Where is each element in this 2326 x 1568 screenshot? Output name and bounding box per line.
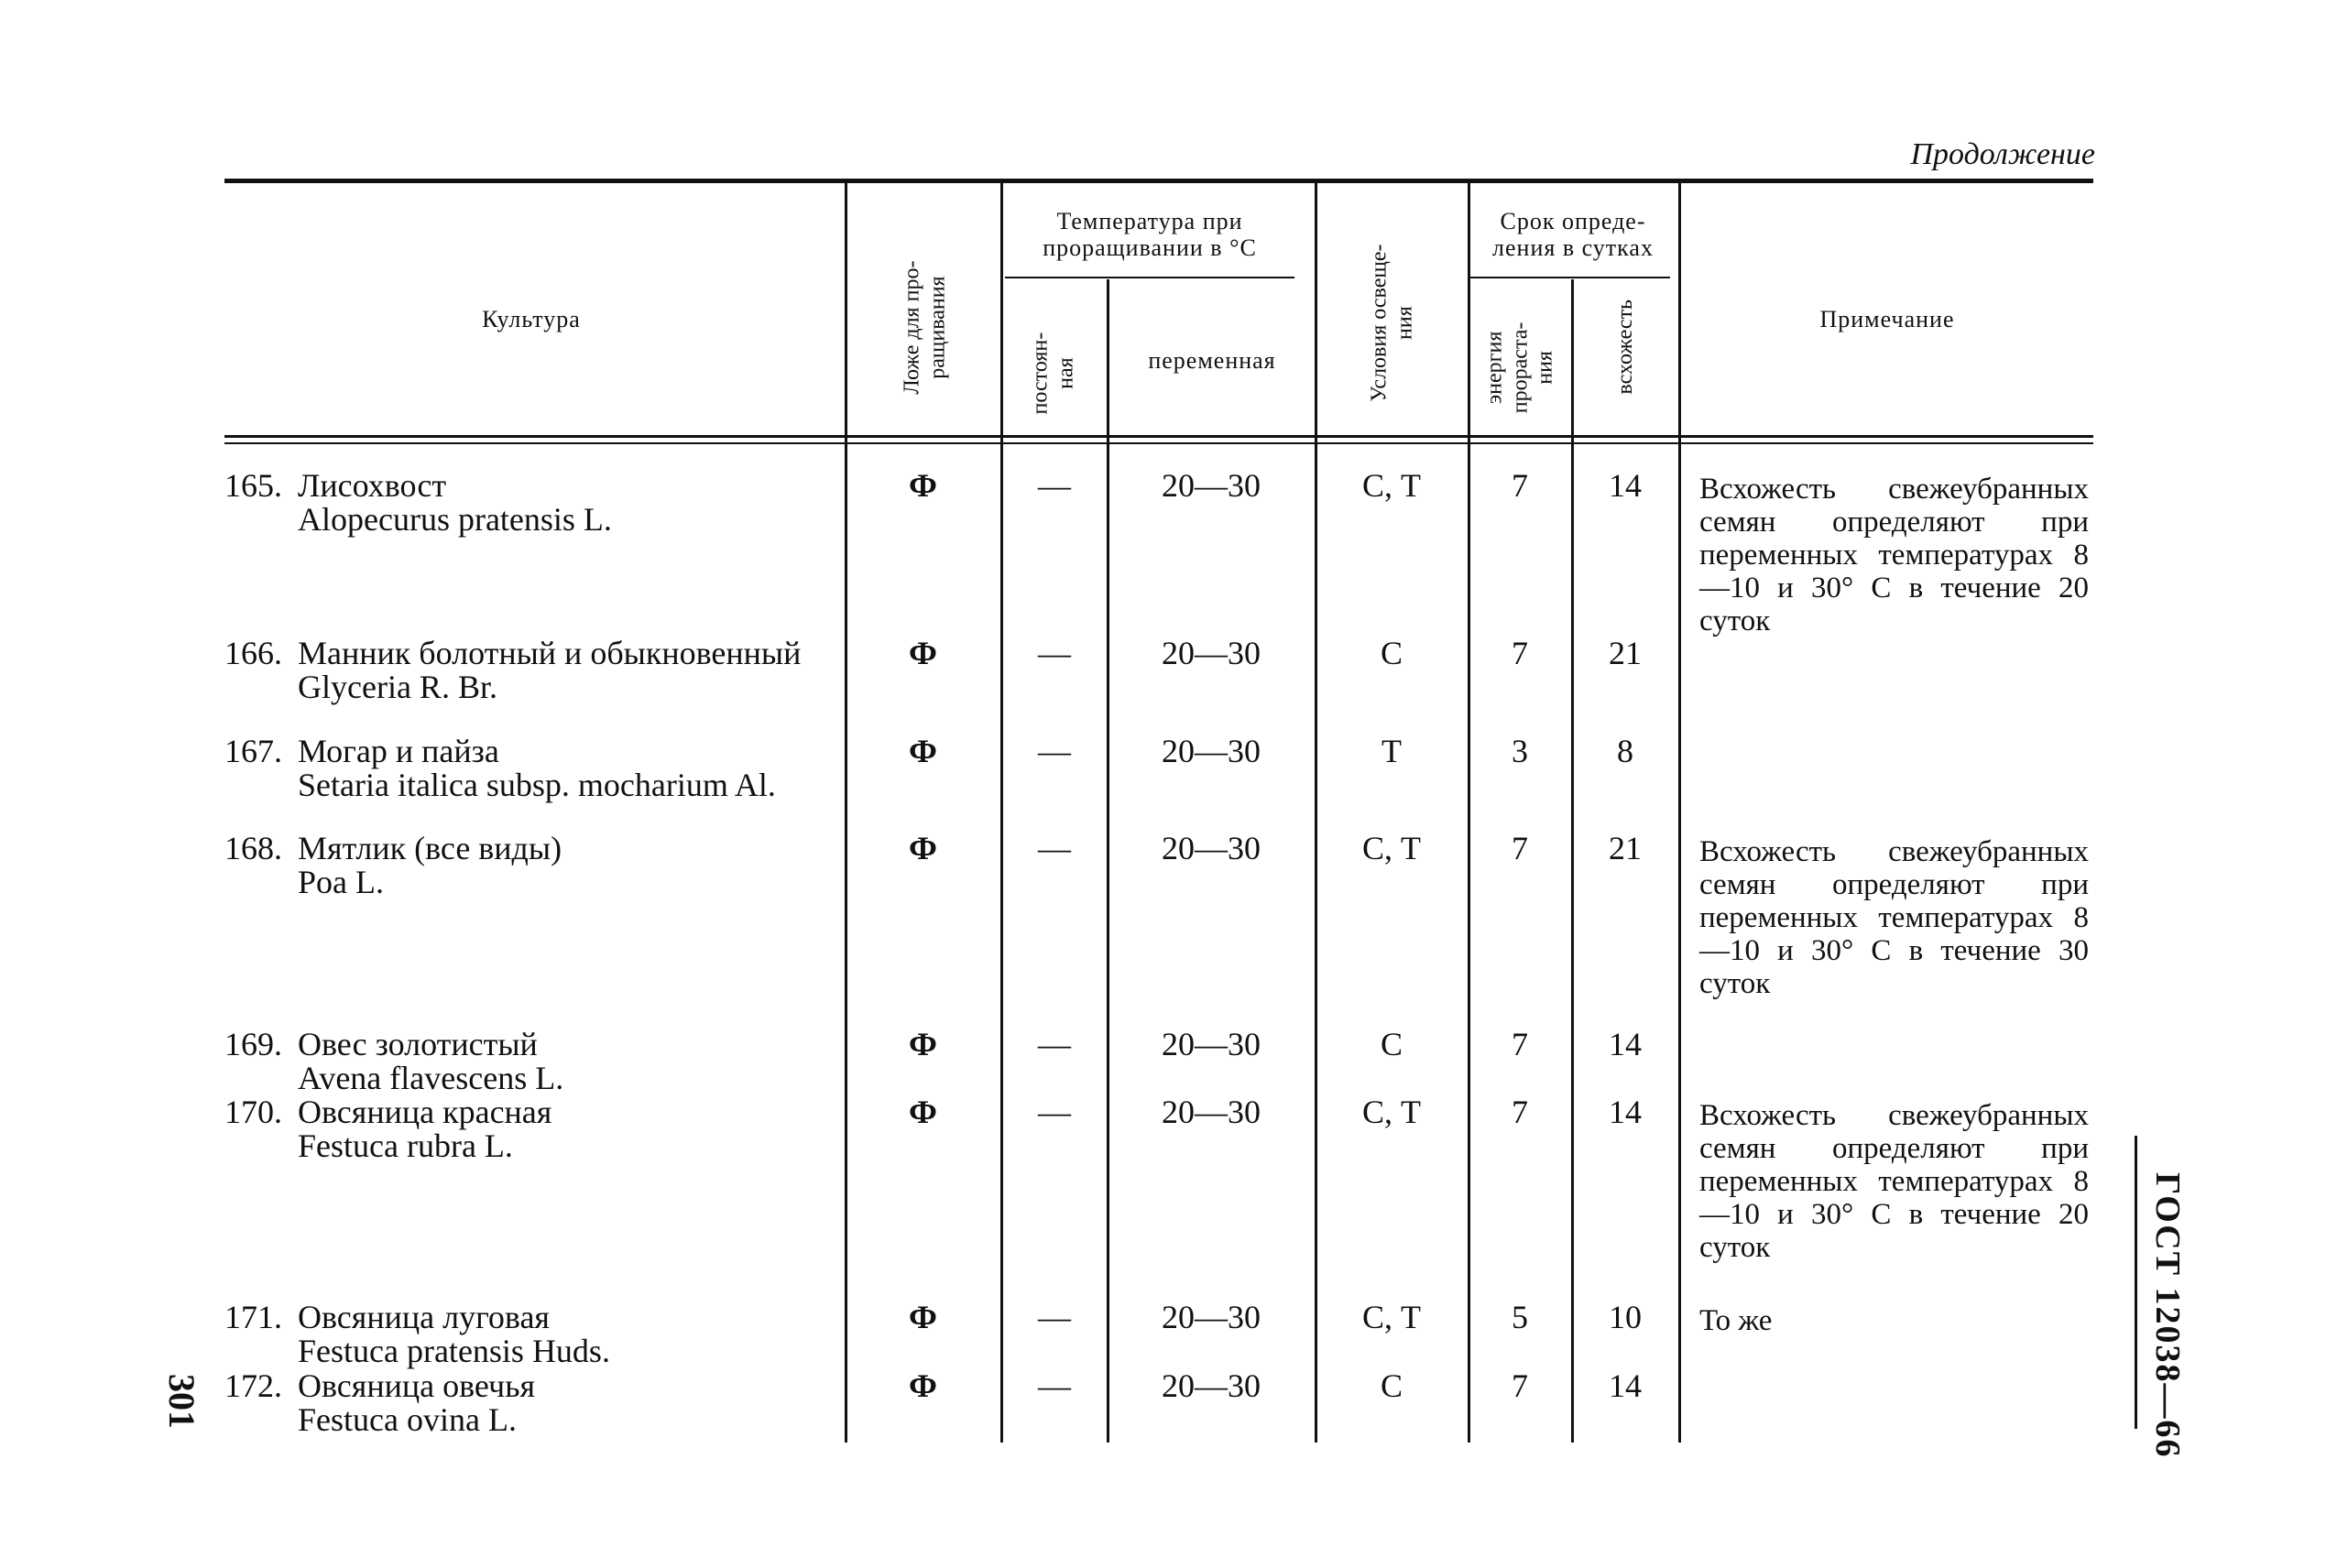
- side-page-number: 301: [161, 1374, 202, 1429]
- row-light: С: [1380, 635, 1403, 671]
- row-temp-const: —: [1038, 467, 1071, 504]
- side-standard-label: ГОСТ 12038—66: [2148, 1172, 2187, 1459]
- row-temp-var: 20—30: [1162, 635, 1261, 671]
- header-term-group: Срок опреде- ления в сутках: [1492, 208, 1654, 261]
- row-light: Т: [1381, 733, 1402, 769]
- row-bed: Ф: [909, 467, 937, 504]
- header-culture: Культура: [482, 306, 581, 332]
- row-latin-name: Festuca pratensis Huds.: [298, 1333, 610, 1369]
- col-line-5: [1468, 183, 1470, 1443]
- row-bed: Ф: [909, 1367, 937, 1404]
- row-bed: Ф: [909, 733, 937, 769]
- row-germ: 14: [1609, 1367, 1642, 1404]
- row-number: 169.: [224, 1026, 282, 1062]
- row-temp-const: —: [1038, 830, 1071, 866]
- row-culture-name: Овсяница красная: [298, 1094, 552, 1130]
- row-culture-name: Овсяница овечья: [298, 1367, 536, 1404]
- col-line-2: [1000, 183, 1003, 1443]
- row-culture: [224, 1301, 811, 1368]
- row-latin-name: Festuca rubra L.: [298, 1127, 513, 1164]
- row-number: 165.: [224, 467, 282, 504]
- row-latin-name: Poa L.: [298, 864, 384, 900]
- row-culture: [224, 735, 811, 802]
- row-culture: [224, 1028, 811, 1095]
- row-energy: 3: [1512, 733, 1528, 769]
- row-germ: 21: [1609, 635, 1642, 671]
- row-temp-const: —: [1038, 1299, 1071, 1335]
- row-germ: 14: [1609, 1094, 1642, 1130]
- row-energy: 7: [1512, 830, 1528, 866]
- row-note: Всхожесть свежеубранных семян определяют при переменных температурах 8—10 и 30° С в течение 20 суток: [1699, 1099, 2089, 1264]
- row-temp-const: —: [1038, 635, 1071, 671]
- row-culture-name: Овсяница луговая: [298, 1299, 550, 1335]
- row-germ: 21: [1609, 830, 1642, 866]
- header-bed: Ложе для про- ращивания: [900, 260, 949, 395]
- row-germ: 10: [1609, 1299, 1642, 1335]
- row-culture-name: Лисохвост: [298, 467, 447, 504]
- row-number: 171.: [224, 1299, 282, 1335]
- row-number: 170.: [224, 1094, 282, 1130]
- col-line-4: [1315, 183, 1317, 1443]
- row-number: 172.: [224, 1367, 282, 1404]
- row-light: С: [1380, 1367, 1403, 1404]
- row-culture: [224, 469, 811, 537]
- row-germ: 14: [1609, 1026, 1642, 1062]
- row-note: Всхожесть свежеубранных семян определяют при переменных температурах 8—10 и 30° С в течение 20 суток: [1699, 473, 2089, 637]
- header-note: Примечание: [1819, 306, 1955, 332]
- header-bottom-rule-1: [224, 435, 2093, 438]
- row-temp-var: 20—30: [1162, 1299, 1261, 1335]
- row-light: С: [1380, 1026, 1403, 1062]
- header-bottom-rule-2: [224, 442, 2093, 444]
- row-culture: [224, 1369, 811, 1437]
- row-culture-name: Овес золотистый: [298, 1026, 538, 1062]
- side-rule: [2135, 1136, 2137, 1429]
- row-temp-var: 20—30: [1162, 467, 1261, 504]
- row-number: 167.: [224, 733, 282, 769]
- table-top-rule: [224, 179, 2093, 183]
- row-temp-var: 20—30: [1162, 1094, 1261, 1130]
- row-latin-name: Festuca ovina L.: [298, 1401, 517, 1438]
- row-bed: Ф: [909, 635, 937, 671]
- row-temp-const: —: [1038, 733, 1071, 769]
- header-light: Условия освеще- ния: [1367, 244, 1416, 402]
- row-temp-const: —: [1038, 1094, 1071, 1130]
- row-temp-var: 20—30: [1162, 830, 1261, 866]
- row-temp-const: —: [1038, 1367, 1071, 1404]
- row-temp-var: 20—30: [1162, 1367, 1261, 1404]
- row-bed: Ф: [909, 830, 937, 866]
- header-temp-var: переменная: [1148, 347, 1276, 374]
- row-culture-name: Мятлик (все виды): [298, 830, 562, 866]
- row-bed: Ф: [909, 1094, 937, 1130]
- row-energy: 7: [1512, 1094, 1528, 1130]
- row-culture-name: Могар и пайза: [298, 733, 499, 769]
- row-light: С, Т: [1361, 830, 1421, 866]
- row-latin-name: Avena flavescens L.: [298, 1060, 564, 1096]
- row-light: С, Т: [1361, 1094, 1421, 1130]
- row-number: 166.: [224, 635, 282, 671]
- row-culture: [224, 1095, 811, 1163]
- col-line-1: [845, 183, 847, 1443]
- row-temp-var: 20—30: [1162, 1026, 1261, 1062]
- row-energy: 7: [1512, 1026, 1528, 1062]
- row-culture-name: Манник болотный и обыкновенный: [298, 635, 802, 671]
- row-culture: [224, 637, 811, 704]
- row-energy: 7: [1512, 1367, 1528, 1404]
- row-temp-const: —: [1038, 1026, 1071, 1062]
- header-temp-const: постоян- ная: [1028, 332, 1077, 415]
- row-latin-name: Setaria italica subsp. mocharium Al.: [298, 767, 776, 803]
- row-light: С, Т: [1361, 1299, 1421, 1335]
- header-temp-group: Температура при проращивании в °С: [1043, 208, 1257, 261]
- row-culture: [224, 832, 811, 899]
- row-light: С, Т: [1361, 467, 1421, 504]
- header-germ: всхожесть: [1613, 299, 1638, 395]
- row-germ: 14: [1609, 467, 1642, 504]
- row-latin-name: Alopecurus pratensis L.: [298, 501, 612, 538]
- row-energy: 7: [1512, 635, 1528, 671]
- row-energy: 7: [1512, 467, 1528, 504]
- row-bed: Ф: [909, 1299, 937, 1335]
- row-energy: 5: [1512, 1299, 1528, 1335]
- row-bed: Ф: [909, 1026, 937, 1062]
- row-note: Всхожесть свежеубранных семян определяют при переменных температурах 8—10 и 30° С в течение 30 суток: [1699, 835, 2089, 1000]
- row-note: То же: [1699, 1304, 1773, 1337]
- row-number: 168.: [224, 830, 282, 866]
- col-line-7: [1678, 183, 1681, 1443]
- header-energy: энергия прораста- ния: [1482, 321, 1557, 414]
- row-latin-name: Glyceria R. Br.: [298, 669, 497, 705]
- row-temp-var: 20—30: [1162, 733, 1261, 769]
- row-germ: 8: [1617, 733, 1633, 769]
- continued-label: Продолжение: [1910, 137, 2095, 171]
